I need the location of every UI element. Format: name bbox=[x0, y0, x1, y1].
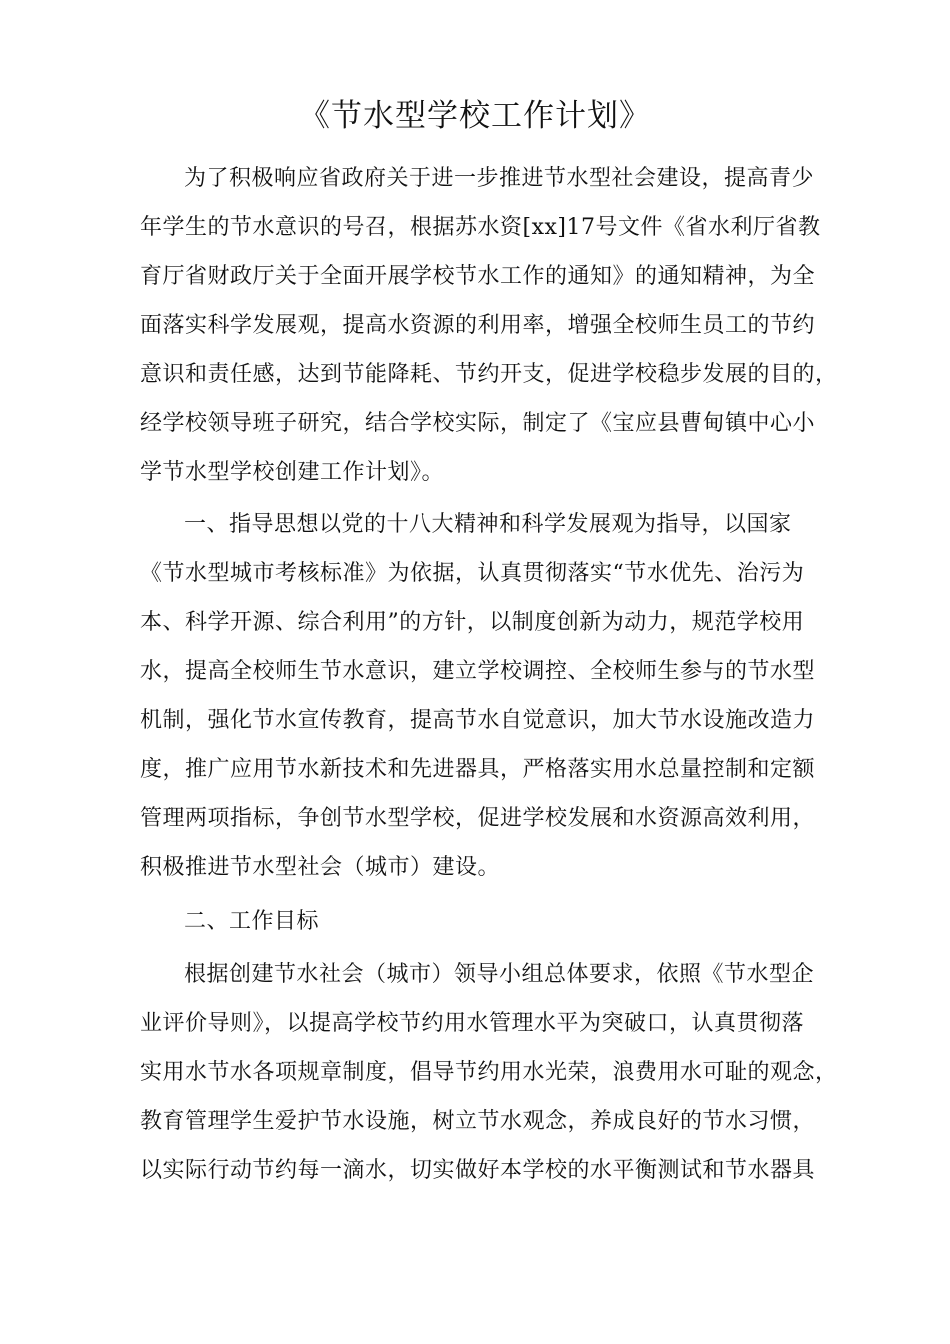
paragraph-line: 学节水型学校创建工作计划》。 bbox=[140, 460, 445, 485]
paragraph-line: 水，提高全校师生节水意识，建立学校调控、全校师生参与的节水型 bbox=[140, 659, 816, 684]
paragraph-line: 度，推广应用节水新技术和先进器具，严格落实用水总量控制和定额 bbox=[140, 757, 816, 782]
section-heading: 二、工作目标 bbox=[184, 909, 320, 934]
paragraph-line: 面落实科学发展观，提高水资源的利用率，增强全校师生员工的节约 bbox=[140, 313, 816, 338]
paragraph-line: 经学校领导班子研究，结合学校实际，制定了《宝应县曹甸镇中心小 bbox=[140, 411, 816, 436]
paragraph-line: 管理两项指标，争创节水型学校，促进学校发展和水资源高效利用， bbox=[140, 806, 816, 831]
paragraph-line: 业评价导则》，以提高学校节约用水管理水平为突破口，认真贯彻落 bbox=[140, 1011, 805, 1036]
paragraph-line: 一、指导思想以党的十八大精神和科学发展观为指导，以国家 bbox=[184, 512, 792, 537]
paragraph-line: 育厅省财政厅关于全面开展学校节水工作的通知》的通知精神，为全 bbox=[140, 264, 816, 289]
paragraph-line: 积极推进节水型社会（城市）建设。 bbox=[140, 855, 501, 880]
paragraph-line: 根据创建节水社会（城市）领导小组总体要求，依照《节水型企 bbox=[184, 962, 815, 987]
paragraph-line: 实用水节水各项规章制度，倡导节约用水光荣，浪费用水可耻的观念， bbox=[140, 1060, 838, 1085]
paragraph-line: 本、科学开源、综合利用”的方针，以制度创新为动力，规范学校用 bbox=[140, 610, 805, 635]
paragraph-line: 为了积极响应省政府关于进一步推进节水型社会建设，提高青少 bbox=[184, 166, 815, 191]
paragraph-line: 教育管理学生爱护节水设施，树立节水观念，养成良好的节水习惯， bbox=[140, 1109, 816, 1134]
paragraph-line: 以实际行动节约每一滴水，切实做好本学校的水平衡测试和节水器具 bbox=[140, 1158, 816, 1183]
document-title: 《节水型学校工作计划》 bbox=[299, 98, 651, 134]
paragraph-line: 意识和责任感，达到节能降耗、节约开支，促进学校稳步发展的目的， bbox=[140, 362, 838, 387]
paragraph-line: 年学生的节水意识的号召，根据苏水资[xx]17号文件《省水利厅省教 bbox=[140, 215, 821, 240]
paragraph-line: 《节水型城市考核标准》为依据，认真贯彻落实“节水优先、治污为 bbox=[140, 561, 805, 586]
paragraph-line: 机制，强化节水宣传教育，提高节水自觉意识，加大节水设施改造力 bbox=[140, 708, 816, 733]
